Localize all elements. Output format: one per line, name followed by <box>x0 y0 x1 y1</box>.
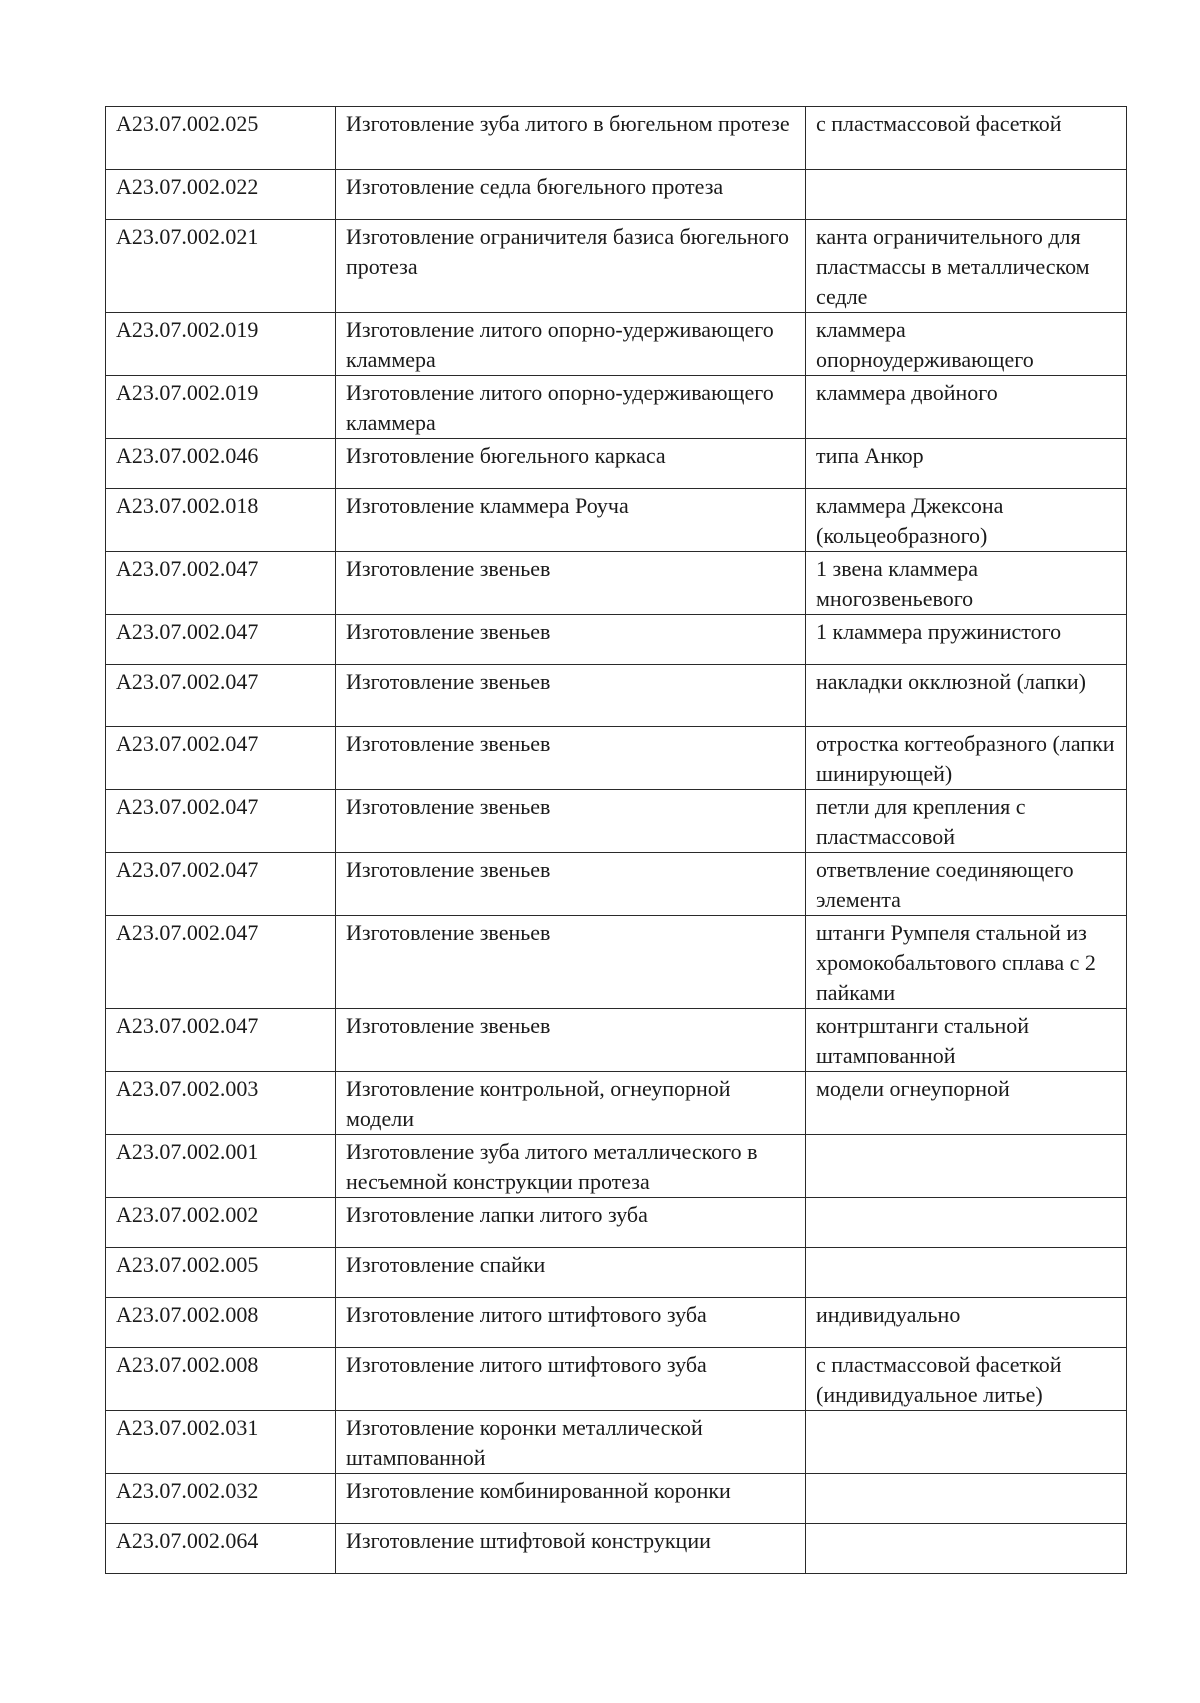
table-row <box>106 1198 1127 1248</box>
service-note: 1 звена кламмера многозвеньевого <box>806 552 1127 615</box>
table-row <box>106 439 1127 489</box>
table-row <box>106 1135 1127 1198</box>
service-code: А23.07.002.047 <box>106 552 336 615</box>
service-name: Изготовление кламмера Роуча <box>336 489 806 552</box>
service-code: А23.07.002.019 <box>106 313 336 376</box>
service-name: Изготовление звеньев <box>336 727 806 790</box>
service-name: Изготовление звеньев <box>336 790 806 853</box>
service-name: Изготовление звеньев <box>336 1009 806 1072</box>
service-note: петли для крепления с пластмассовой <box>806 790 1127 853</box>
service-name: Изготовление звеньев <box>336 916 806 1009</box>
service-code: А23.07.002.022 <box>106 170 336 220</box>
table-row <box>106 916 1127 1009</box>
service-code: А23.07.002.018 <box>106 489 336 552</box>
service-code: А23.07.002.001 <box>106 1135 336 1198</box>
service-code: А23.07.002.046 <box>106 439 336 489</box>
service-note: накладки окклюзной (лапки) <box>806 665 1127 727</box>
service-name: Изготовление литого штифтового зуба <box>336 1298 806 1348</box>
service-name: Изготовление бюгельного каркаса <box>336 439 806 489</box>
service-name: Изготовление звеньев <box>336 853 806 916</box>
table-row <box>106 313 1127 376</box>
service-code: А23.07.002.031 <box>106 1411 336 1474</box>
service-note: кламмера Джексона (кольцеобразного) <box>806 489 1127 552</box>
service-name: Изготовление литого опорно-удерживающего кламмера <box>336 376 806 439</box>
table-row <box>106 1474 1127 1524</box>
service-name: Изготовление коронки металлической штампованной <box>336 1411 806 1474</box>
service-code: А23.07.002.025 <box>106 107 336 170</box>
service-code: А23.07.002.021 <box>106 220 336 313</box>
table-row <box>106 1411 1127 1474</box>
service-note: отростка когтеобразного (лапки шинирующей) <box>806 727 1127 790</box>
service-code: А23.07.002.005 <box>106 1248 336 1298</box>
service-name: Изготовление звеньев <box>336 665 806 727</box>
service-note <box>806 1248 1127 1298</box>
service-code: А23.07.002.008 <box>106 1298 336 1348</box>
service-code: А23.07.002.003 <box>106 1072 336 1135</box>
service-note: кламмера двойного <box>806 376 1127 439</box>
service-note: контрштанги стальной штампованной <box>806 1009 1127 1072</box>
table-row <box>106 853 1127 916</box>
service-name: Изготовление контрольной, огнеупорной модели <box>336 1072 806 1135</box>
service-code: А23.07.002.064 <box>106 1524 336 1574</box>
service-code: А23.07.002.002 <box>106 1198 336 1248</box>
table-row <box>106 1248 1127 1298</box>
service-note <box>806 1411 1127 1474</box>
service-note: канта ограничительного для пластмассы в металлическом седле <box>806 220 1127 313</box>
service-code: А23.07.002.047 <box>106 1009 336 1072</box>
service-note <box>806 1135 1127 1198</box>
service-name: Изготовление литого опорно-удерживающего кламмера <box>336 313 806 376</box>
service-name: Изготовление комбинированной коронки <box>336 1474 806 1524</box>
service-name: Изготовление звеньев <box>336 615 806 665</box>
service-code: А23.07.002.047 <box>106 916 336 1009</box>
service-code: А23.07.002.047 <box>106 615 336 665</box>
service-note <box>806 1524 1127 1574</box>
table-row <box>106 1524 1127 1574</box>
service-note: штанги Румпеля стальной из хромокобальтового сплава с 2 пайками <box>806 916 1127 1009</box>
service-name: Изготовление седла бюгельного протеза <box>336 170 806 220</box>
table-row <box>106 1348 1127 1411</box>
table-row <box>106 790 1127 853</box>
service-name: Изготовление литого штифтового зуба <box>336 1348 806 1411</box>
service-note: кламмера опорноудерживающего <box>806 313 1127 376</box>
service-note: ответвление соединяющего элемента <box>806 853 1127 916</box>
service-note: с пластмассовой фасеткой <box>806 107 1127 170</box>
service-name: Изготовление ограничителя базиса бюгельного протеза <box>336 220 806 313</box>
service-name: Изготовление лапки литого зуба <box>336 1198 806 1248</box>
table-row <box>106 170 1127 220</box>
service-code: А23.07.002.047 <box>106 665 336 727</box>
table-row <box>106 552 1127 615</box>
service-note: типа Анкор <box>806 439 1127 489</box>
service-code: А23.07.002.047 <box>106 853 336 916</box>
service-name: Изготовление спайки <box>336 1248 806 1298</box>
service-code: А23.07.002.047 <box>106 790 336 853</box>
services-table <box>105 106 1127 1574</box>
table-row <box>106 665 1127 727</box>
table-row <box>106 489 1127 552</box>
table-row <box>106 107 1127 170</box>
service-code: А23.07.002.019 <box>106 376 336 439</box>
table-row <box>106 376 1127 439</box>
service-note: модели огнеупорной <box>806 1072 1127 1135</box>
table-row <box>106 1009 1127 1072</box>
service-note <box>806 1474 1127 1524</box>
service-code: А23.07.002.032 <box>106 1474 336 1524</box>
service-note: 1 кламмера пружинистого <box>806 615 1127 665</box>
service-code: А23.07.002.047 <box>106 727 336 790</box>
table-row <box>106 1298 1127 1348</box>
service-name: Изготовление зуба литого металлического в несъемной конструкции протеза <box>336 1135 806 1198</box>
service-note <box>806 170 1127 220</box>
service-name: Изготовление звеньев <box>336 552 806 615</box>
service-note: с пластмассовой фасеткой (индивидуальное литье) <box>806 1348 1127 1411</box>
table-row <box>106 1072 1127 1135</box>
service-name: Изготовление штифтовой конструкции <box>336 1524 806 1574</box>
table-row <box>106 727 1127 790</box>
table-row <box>106 220 1127 313</box>
table-row <box>106 615 1127 665</box>
service-note <box>806 1198 1127 1248</box>
service-note: индивидуально <box>806 1298 1127 1348</box>
service-name: Изготовление зуба литого в бюгельном протезе <box>336 107 806 170</box>
service-code: А23.07.002.008 <box>106 1348 336 1411</box>
